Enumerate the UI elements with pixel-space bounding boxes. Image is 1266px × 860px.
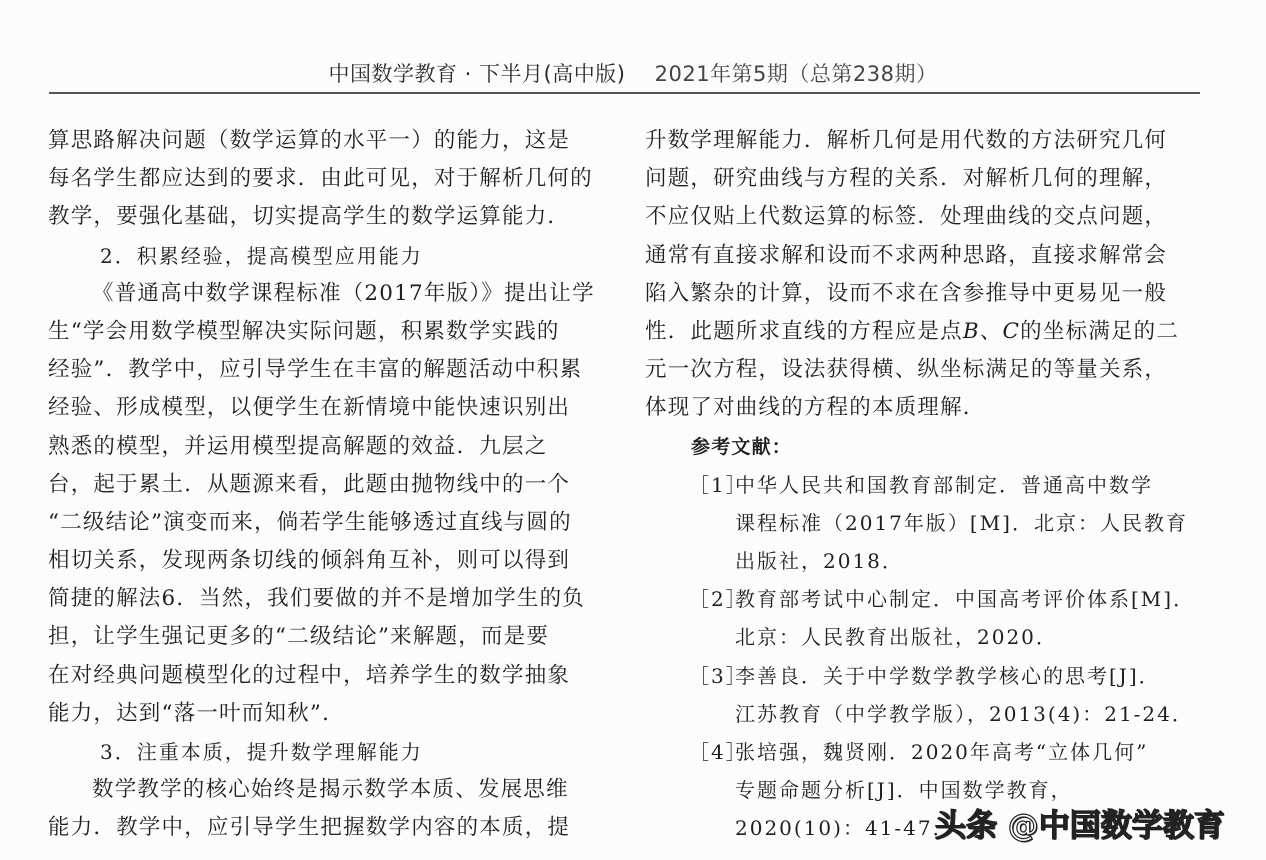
body-line: 熟悉的模型，并运用模型提高解题的效益．九层之	[48, 433, 548, 459]
body-line: 通常有直接求解和设而不求两种思路，直接求解常会	[645, 242, 1168, 268]
header-rule	[49, 92, 1200, 94]
reference-text: 出版社，2018．	[735, 549, 904, 574]
reference-text: 2020(10)：41-47．	[735, 816, 955, 841]
reference-text: 课程标准（2017年版）[M]．北京：人民教育	[735, 510, 1188, 535]
reference-number: ［1］	[689, 472, 748, 497]
journal-name: 中国数学教育 · 下半月(高中版)	[328, 62, 626, 86]
body-line: 不应仅贴上代数运算的标签．处理曲线的交点问题，	[645, 204, 1168, 230]
body-line: 教学，要强化基础，切实提高学生的数学运算能力．	[48, 204, 571, 230]
body-line: 陷入繁杂的计算，设而不求在含参推导中更易见一般	[645, 280, 1168, 306]
reference-text: 李善良．关于中学数学教学核心的思考[J]．	[735, 663, 1161, 688]
text-span: 、	[979, 318, 1003, 344]
running-header	[0, 58, 1266, 88]
reference-number: ［4］	[689, 740, 748, 764]
body-line: 相切关系，发现两条切线的倾斜角互补，则可以得到	[48, 548, 571, 574]
body-line: 体现了对曲线的方程的本质理解．	[645, 395, 986, 421]
right-column	[645, 122, 1205, 848]
reference-number: ［3］	[689, 663, 748, 688]
section-heading-2: 2．积累经验，提高模型应用能力	[100, 243, 423, 268]
body-line	[645, 313, 1205, 351]
reference-item	[645, 733, 1205, 771]
body-line: 算思路解决问题（数学运算的水平一）的能力，这是	[48, 128, 571, 153]
reference-item	[645, 466, 1205, 504]
math-var-b: B	[962, 318, 980, 344]
body-line: “二级结论”演变而来，倘若学生能够透过直线与圆的	[48, 509, 572, 535]
reference-text: 专题命题分析[J]．中国数学教育，	[735, 778, 1073, 803]
reference-text: 教育部考试中心制定．中国高考评价体系[M]．	[735, 587, 1196, 612]
reference-text: 中华人民共和国教育部制定．普通高中数学	[735, 472, 1153, 497]
section-heading-3: 3．注重本质，提升数学理解能力	[100, 740, 423, 764]
body-line: 在对经典问题模型化的过程中，培养学生的数学抽象	[48, 662, 571, 688]
watermark: 头条 @中国数学教育	[935, 808, 1225, 844]
reference-text: 张培强，魏贤刚．2020年高考“立体几何”	[735, 740, 1149, 764]
body-line: 经验、形成模型，以便学生在新情境中能快速识别出	[48, 395, 571, 421]
body-line: 能力，达到“落一叶而知秋”．	[48, 700, 345, 726]
body-line: 台，起于累土．从题源来看，此题由抛物线中的一个	[48, 471, 571, 497]
left-column	[48, 122, 613, 848]
math-var-c: C	[1002, 318, 1021, 344]
body-line: 生“学会用数学模型解决实际问题，积累数学实践的	[48, 318, 560, 344]
body-line: 元一次方程，设法获得横、纵坐标满足的等量关系，	[645, 357, 1168, 383]
text-span: 的坐标满足的二	[1020, 318, 1180, 344]
text-span: 性．此题所求直线的方程应是点	[645, 318, 963, 344]
body-line: 升数学理解能力．解析几何是用代数的方法研究几何	[645, 128, 1168, 153]
body-line: 能力．教学中，应引导学生把握数学内容的本质，提	[48, 815, 571, 841]
body-line: 经验”．教学中，应引导学生在丰富的解题活动中积累	[48, 357, 583, 383]
reference-text: 北京：人民教育出版社，2020．	[735, 625, 1058, 650]
body-line: 数学教学的核心始终是揭示数学本质、发展思维	[92, 777, 569, 803]
reference-item	[645, 657, 1205, 695]
reference-number: ［2］	[689, 587, 748, 612]
body-line: 问题，研究曲线与方程的关系．对解析几何的理解，	[645, 166, 1168, 192]
body-line: 《普通高中数学课程标准（2017年版）》提出让学	[92, 280, 595, 306]
issue-info: 2021年第5期（总第238期）	[654, 62, 938, 86]
body-line: 简捷的解法6．当然，我们要做的并不是增加学生的负	[48, 586, 585, 612]
references-title: 参考文献：	[691, 435, 793, 458]
reference-item	[645, 580, 1205, 618]
reference-text: 江苏教育（中学教学版），2013(4)：21-24．	[735, 701, 1194, 726]
body-line: 担，让学生强记更多的“二级结论”来解题，而是要	[48, 624, 550, 650]
body-line: 每名学生都应达到的要求．由此可见，对于解析几何的	[48, 166, 593, 192]
